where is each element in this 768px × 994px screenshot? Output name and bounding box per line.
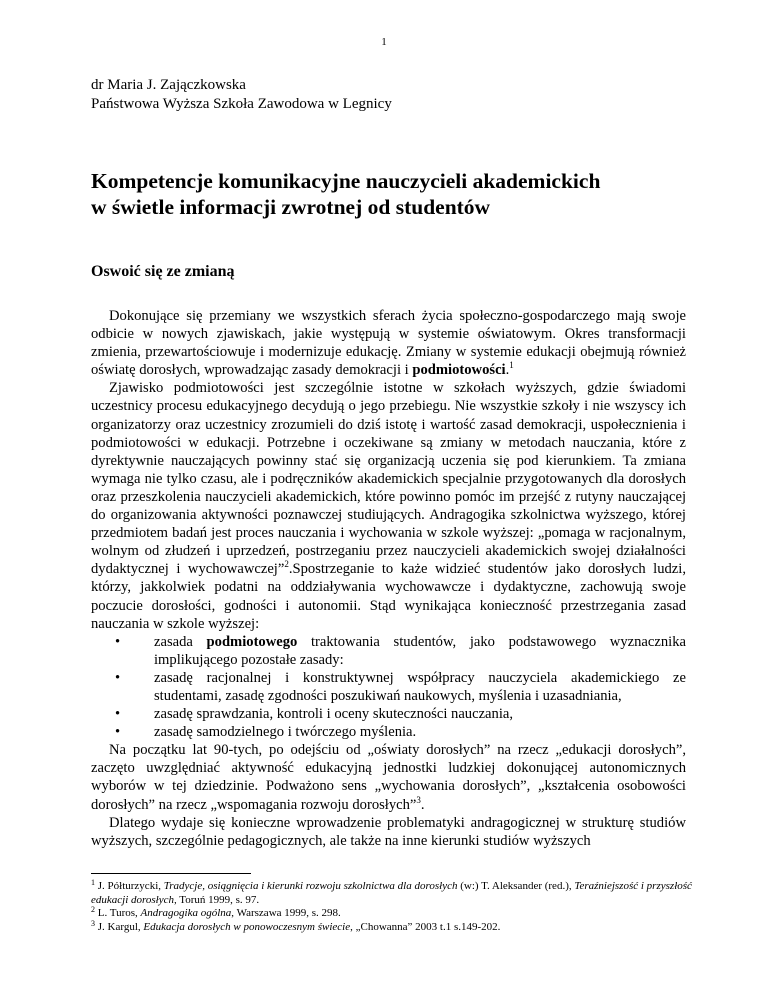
author-name: dr Maria J. Zajączkowska [91,77,246,93]
list-item-text: zasadę racjonalnej i konstruktywnej współpracy nauczyciela akademickiego ze studentami, zasadę zgodności poszukiwań naukowych, myślenia i uzasadniania, [154,669,686,704]
paragraph-1-bold: podmiotowości [412,362,506,379]
bullet-icon: • [115,724,121,741]
section-heading: Oswoić się ze zmianą [91,263,235,280]
paragraph-2-continuation: .Spostrzeganie to każe widzieć studentów jako dorosłych ludzi, którzy, jakkolwiek podatni na oddziaływania wychowawcze i dydaktyczne, zachowują swoje poczucie dorosłości, godności i autonomii. Stąd wynikająca konieczność przestrzegania zasad nauczania w szkole wyższej: [91,561,686,632]
footnote-text: J. Półturzycki, [95,880,164,892]
bullet-icon: • [115,669,121,686]
footnote-italic: Teraźniejszość i przyszłość edukacji dorosłych, [91,880,692,906]
footnote-text: Toruń 1999, s. 97. [176,893,260,906]
footnote-text: L. Turos, [95,907,141,919]
footnote-ref-1: 1 [509,360,514,371]
paragraph-2 [91,379,686,632]
principles-list [91,633,686,742]
list-item-bold: podmiotowego [206,633,298,650]
paragraph-4-text: Dlatego wydaje się konieczne wprowadzenie problematyki andragogicznej w strukturę studiów wyższych, szczególnie pedagogicznych, ale także na inne kierunki studiów wyższych [91,814,686,849]
paragraph-1-end: . [505,362,510,379]
list-item [91,633,686,669]
title-line-2: w świetle informacji zwrotnej od studentów [91,195,491,219]
bullet-icon: • [115,706,121,723]
footnotes [91,880,701,934]
body-text [91,307,686,850]
footnote-1 [91,880,701,907]
footnote-2 [91,907,701,921]
document-title [91,168,600,220]
paragraph-3 [91,741,686,813]
list-item-text-post: traktowania studentów, jako podstawowego wyznacznika implikującego pozostałe zasady: [154,633,686,668]
footnote-3 [91,918,701,935]
footnote-text: , Warszawa 1999, s. 298. [231,907,341,919]
footnote-text: J. Kargul, [95,920,144,933]
author-block [91,76,392,114]
footnote-italic: Tradycje, osiągnięcia i kierunki rozwoju szkolnictwa dla dorosłych [163,880,458,892]
footnote-italic: Edukacja dorosłych w ponowoczesnym świecie [143,920,351,933]
page-number: 1 [381,36,387,48]
footnote-divider [91,873,251,874]
list-item [91,705,686,723]
list-item [91,723,686,741]
bullet-icon: • [115,633,121,650]
list-item-text: zasadę sprawdzania, kontroli i oceny skuteczności nauczania, [154,706,514,723]
paragraph-1-text: Dokonujące się przemiany we wszystkich sferach życia społeczno-gospodarczego mają swoje odbicie w nowych zjawiskach, jakie występują w systemie oświatowym. Okres transformacji zmienia, przewartościowuje i modernizuje edukację. Zmiany w systemie edukacji obejmują również oświatę dorosłych, wprowadzając zasady demokracji i [91,308,686,379]
paragraph-3-end: . [420,796,425,813]
footnote-number: 2 [91,905,95,914]
list-item [91,669,686,705]
paragraph-2-text: Zjawisko podmiotowości jest szczególnie istotne w szkołach wyższych, gdzie świadomi uczestnicy procesu edukacyjnego decydują o jego przebiegu. Nie wszystkie szkoły i nie wszyscy ich organizatorzy oraz uczestnicy zrozumieli do dziś istotę i wartość zasad demokracji, uspołecznienia i podmiotowości w edukacji. Potrzebne i oczekiwane są zmiany w metodach nauczania, które z dyrektywnie nauczających powinny stać się organizacją uczenia się pod kierunkiem. Ta zmiana wymaga nie tylko czasu, ale i podręczników akademickich specjalnie przygotowanych dla dorosłych oraz przeszkolenia nauczycieli akademickich, które powinno pomóc im przejść z rutyny nauczającej do organizowania aktywności poznawczej studiujących. Andragogika szkolnictwa wyższego, której przedmiotem badań jest proces nauczania i wychowania w szkole wyższej: „pomaga w racjonalnym, wolnym od złudzeń i uprzedzeń, postrzeganiu przez nauczycieli akademickich swojej działalności dydaktycznej i wychowawczej” [91,380,686,578]
footnote-text: , „Chowanna” 2003 t.1 s.149-202. [350,920,501,933]
footnote-ref-2: 2 [284,559,289,570]
paragraph-4 [91,814,686,850]
footnote-text: (w:) T. Aleksander (red.), [457,880,575,892]
title-line-1: Kompetencje komunikacyjne nauczycieli akademickich [91,169,601,193]
footnote-italic: Andragogika ogólna [140,907,232,919]
list-item-text: zasadę samodzielnego i twórczego myślenia. [154,724,417,741]
paragraph-3-text: Na początku lat 90-tych, po odejściu od „oświaty dorosłych” na rzecz „edukacji dorosłych”, zaczęto uwzględniać aktywność edukacyjną jednostki ludzkiej dokonującej autonomicznych wyborów w tej dziedzinie. Podważono sens „wychowania dorosłych”, „kształcenia osobowości dorosłych” na rzecz „wspomagania rozwoju dorosłych” [91,742,686,813]
footnote-number: 1 [91,878,95,887]
footnote-ref-3: 3 [416,794,421,805]
footnote-number: 3 [91,918,95,928]
list-item-text-pre: zasada [154,633,207,650]
author-affiliation: Państwowa Wyższa Szkoła Zawodowa w Legnicy [91,96,392,112]
paragraph-1 [91,307,686,379]
